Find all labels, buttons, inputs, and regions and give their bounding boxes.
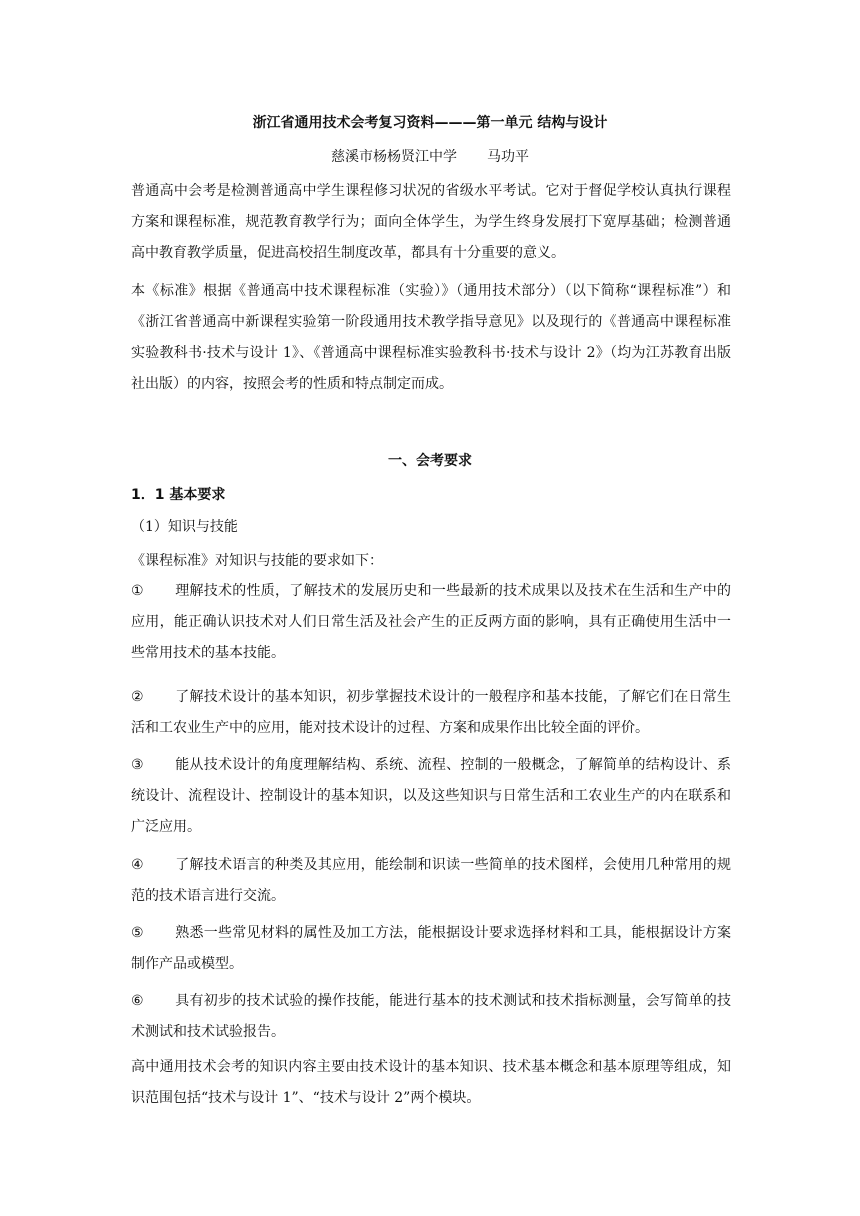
item-text: 能从技术设计的角度理解结构、系统、流程、控制的一般概念，了解简单的结构设计、系统设计、流程设计、控制设计的基本知识，以及这些知识与日常生活和工农业生产的内在联系和广泛应用。 (131, 757, 731, 835)
section-heading: 一、会考要求 (388, 453, 472, 469)
item-text: 熟悉一些常见材料的属性及加工方法，能根据设计要求选择材料和工具，能根据设计方案制作产品或模型。 (131, 925, 731, 972)
author-line (0, 146, 860, 166)
list-item (131, 682, 731, 744)
item-number: ⑤ (131, 925, 144, 941)
item-number: ④ (131, 857, 144, 873)
item-text: 具有初步的技术试验的操作技能，能进行基本的技术测试和技术指标测量，会写简单的技术测试和技术试验报告。 (131, 993, 731, 1040)
closing-paragraph: 高中通用技术会考的知识内容主要由技术设计的基本知识、技术基本概念和基本原理等组成，知识范围包括“技术与设计 1”、“技术与设计 2”两个模块。 (131, 1059, 731, 1106)
lead-text: 《课程标准》对知识与技能的要求如下： (131, 553, 383, 569)
list-item (131, 986, 731, 1048)
document-title: 浙江省通用技术会考复习资料———第一单元 结构与设计 (252, 115, 608, 131)
item-text: 了解技术设计的基本知识，初步掌握技术设计的一般程序和基本技能，了解它们在日常生活和工农业生产中的应用，能对技术设计的过程、方案和成果作出比较全面的评价。 (131, 689, 731, 736)
item-number: ③ (131, 757, 144, 773)
subsection-heading: 1．1 基本要求 (131, 487, 226, 503)
list-item (131, 850, 731, 912)
item-text: 理解技术的性质，了解技术的发展历史和一些最新的技术成果以及技术在生活和生产中的应用，能正确认识技术对人们日常生活及社会产生的正反两方面的影响，具有正确使用生活中一些常用技术的基本技能。 (131, 583, 731, 661)
item-text: 了解技术语言的种类及其应用，能绘制和识读一些简单的技术图样，会使用几种常用的规范的技术语言进行交流。 (131, 857, 731, 904)
item-number: ⑥ (131, 993, 144, 1009)
intro-paragraph-2: 本《标准》根据《普通高中技术课程标准（实验）》（通用技术部分）（以下简称“课程标准”）和《浙江省普通高中新课程实验第一阶段通用技术教学指导意见》以及现行的《普通高中课程标准实验教科书·技术与设计 1》、《普通高中课程标准实验教科书·技术与设计 2》（均为江苏教育出版社出版）的内容，按照会考的性质和特点制定而成。 (131, 283, 731, 392)
list-item (131, 750, 731, 843)
subsection-label: （1）知识与技能 (131, 519, 238, 535)
author-name: 马功平 (487, 149, 529, 165)
intro-paragraph-1: 普通高中会考是检测普通高中学生课程修习状况的省级水平考试。它对于督促学校认真执行课程方案和课程标准，规范教育教学行为；面向全体学生，为学生终身发展打下宽厚基础；检测普通高中教育教学质量，促进高校招生制度改革，都具有十分重要的意义。 (131, 183, 731, 261)
item-number: ① (131, 583, 144, 599)
author-school: 慈溪市杨杨贤江中学 (331, 149, 457, 165)
item-number: ② (131, 689, 144, 705)
list-item (131, 576, 731, 669)
list-item (131, 918, 731, 980)
